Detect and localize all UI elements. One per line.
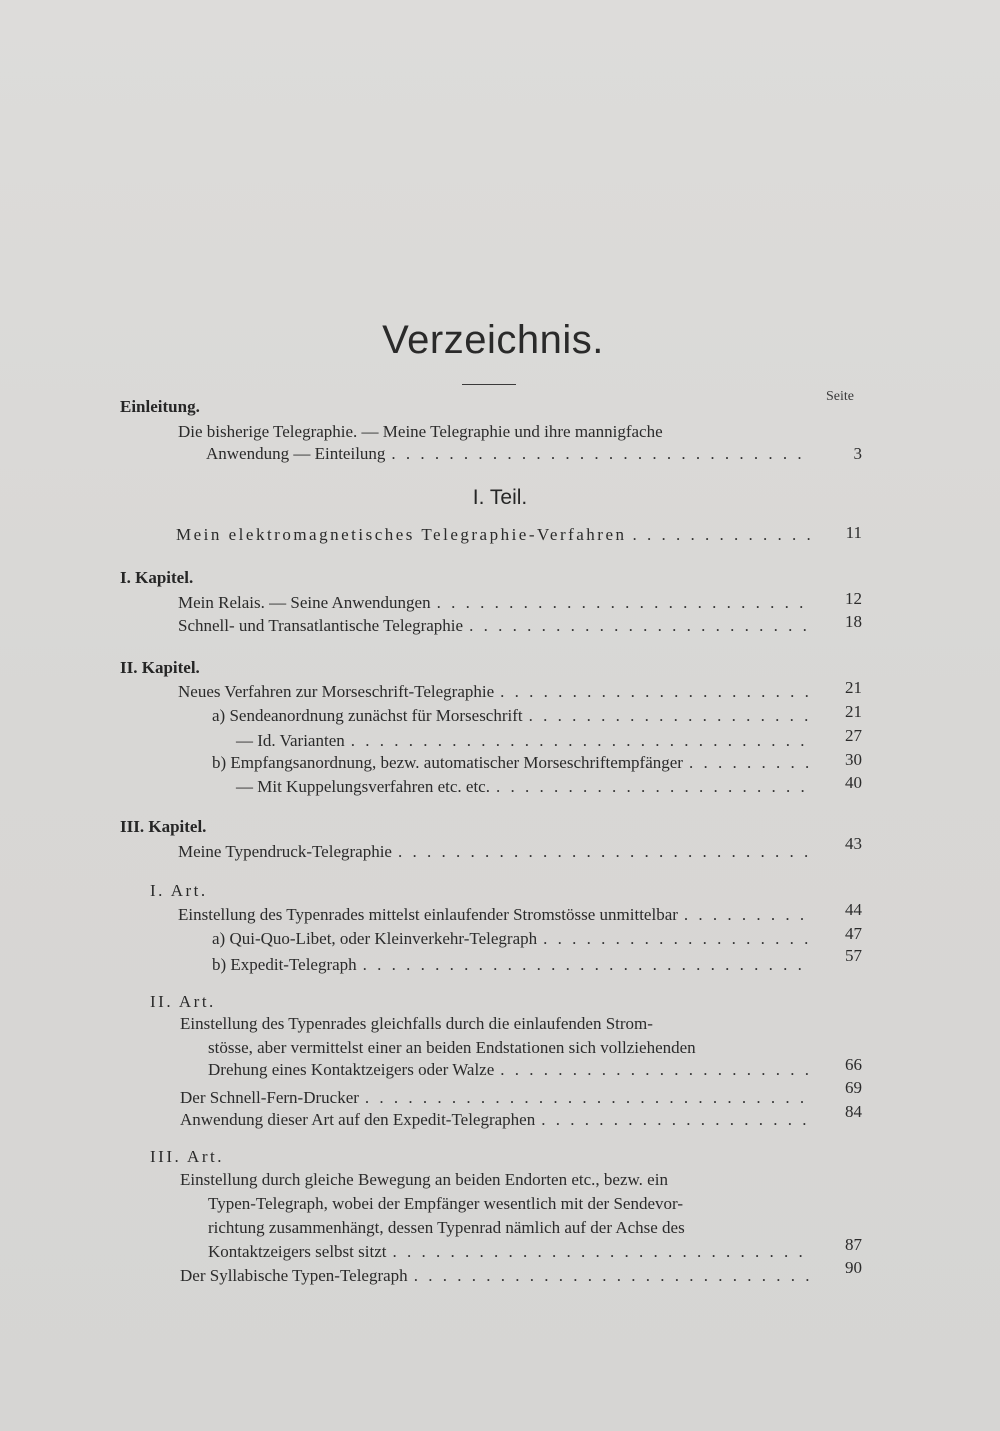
part-heading: I. Teil. [472, 486, 528, 509]
toc-entry [180, 1266, 810, 1286]
leader-dots [392, 1242, 810, 1262]
page-number: 47 [845, 924, 862, 943]
page-number: 66 [845, 1055, 862, 1074]
art-2-paragraph [180, 1012, 812, 1060]
art-2-heading: II. Art. [150, 992, 216, 1011]
page-number: 21 [845, 678, 862, 697]
toc-entry [178, 905, 810, 925]
kapitel-3-heading: III. Kapitel. [120, 817, 207, 836]
paragraph-line: stösse, aber vermittelst einer an beiden Endstationen sich vollziehenden [208, 1038, 696, 1057]
page-number: 43 [845, 834, 862, 853]
page-number: 11 [845, 523, 862, 542]
page-number: 12 [845, 589, 862, 608]
toc-entry [180, 1110, 810, 1130]
toc-entry-text: b) Empfangsanordnung, bezw. automatischer Morseschriftempfänger [212, 753, 683, 772]
toc-entry-text: b) Expedit-Telegraph [212, 955, 357, 974]
toc-entry [212, 706, 810, 726]
toc-entry [178, 616, 810, 636]
leader-dots [684, 905, 810, 925]
toc-entry [236, 731, 810, 751]
leader-dots [543, 929, 810, 949]
toc-entry-text: Der Syllabische Typen-Telegraph [180, 1266, 408, 1285]
toc-entry [178, 593, 810, 613]
leader-dots [500, 682, 810, 702]
toc-entry-text: — Mit Kuppelungsverfahren etc. etc. [236, 777, 490, 796]
toc-entry-text: Neues Verfahren zur Morseschrift-Telegraphie [178, 682, 495, 701]
toc-entry-text: Meine Typendruck-Telegraphie [178, 842, 392, 861]
leader-dots [398, 842, 810, 862]
page-number: 57 [845, 946, 862, 965]
toc-entry-text: a) Qui-Quo-Libet, oder Kleinverkehr-Telegraph [212, 929, 538, 948]
toc-entry [178, 682, 810, 702]
leader-dots [500, 1060, 810, 1080]
art-1-heading: I. Art. [150, 881, 208, 900]
leader-dots [469, 616, 810, 636]
leader-dots [351, 731, 810, 751]
toc-entry-text: Anwendung dieser Art auf den Expedit-Telegraphen [180, 1110, 536, 1129]
leader-dots [391, 444, 810, 464]
toc-entry-text: Mein Relais. — Seine Anwendungen [178, 593, 431, 612]
kapitel-2-heading: II. Kapitel. [120, 658, 200, 677]
title-rule [462, 384, 516, 385]
toc-entry [236, 777, 810, 797]
page-number: 90 [845, 1258, 862, 1277]
toc-entry-text: Einstellung des Typenrades mittelst einlaufender Stromstösse unmittelbar [178, 905, 678, 924]
page-title: Verzeichnis. [382, 318, 604, 362]
toc-entry [178, 842, 810, 862]
page-number: 69 [845, 1078, 862, 1097]
page-number: 21 [845, 702, 862, 721]
paragraph-line: Typen-Telegraph, wobei der Empfänger wesentlich mit der Sendevor- [208, 1194, 683, 1213]
toc-entry-text: Drehung eines Kontaktzeigers oder Walze [208, 1060, 495, 1079]
seite-column-label: Seite [826, 389, 854, 404]
art-3-heading: III. Art. [150, 1147, 224, 1166]
page-number: 27 [845, 726, 862, 745]
leader-dots [363, 955, 810, 975]
page-number: 84 [845, 1102, 862, 1121]
paragraph-line: Einstellung des Typenrades gleichfalls durch die einlaufenden Strom- [180, 1014, 653, 1033]
leader-dots [529, 706, 810, 726]
einleitung-line-2-text: Anwendung — Einteilung [206, 444, 386, 463]
toc-entry-text: — Id. Varianten [236, 731, 345, 750]
page-number: 30 [845, 750, 862, 769]
art-3-paragraph [180, 1168, 812, 1240]
page-number: 18 [845, 612, 862, 631]
leader-dots [414, 1266, 810, 1286]
toc-entry-text: Kontaktzeigers selbst sitzt [208, 1242, 387, 1261]
toc-entry [180, 1088, 810, 1108]
paragraph-line: richtung zusammenhängt, dessen Typenrad nämlich auf der Achse des [208, 1218, 685, 1237]
leader-dots [541, 1110, 810, 1130]
einleitung-line-1 [178, 420, 810, 444]
leader-dots [496, 777, 810, 797]
leader-dots [437, 593, 810, 613]
page-number: 40 [845, 773, 862, 792]
paragraph-line: Einstellung durch gleiche Bewegung an beiden Endorten etc., bezw. ein [180, 1170, 668, 1189]
toc-entry-text: Der Schnell-Fern-Drucker [180, 1088, 359, 1107]
toc-entry [212, 753, 818, 773]
page-number: 3 [853, 444, 862, 463]
einleitung-heading: Einleitung. [120, 397, 200, 416]
teil-entry-text: Mein elektromagnetisches Telegraphie-Verfahren [176, 525, 627, 544]
page-number: 44 [845, 900, 862, 919]
toc-entry [208, 1060, 810, 1080]
toc-entry [212, 929, 810, 949]
toc-entry [208, 1242, 810, 1262]
einleitung-entry [206, 444, 810, 464]
toc-entry-text: Schnell- und Transatlantische Telegraphie [178, 616, 464, 635]
leader-dots [365, 1088, 810, 1108]
toc-entry-text: a) Sendeanordnung zunächst für Morseschrift [212, 706, 523, 725]
einleitung-line-1-text: Die bisherige Telegraphie. — Meine Telegraphie und ihre mannigfache [178, 422, 663, 441]
toc-entry [212, 955, 810, 975]
leader-dots [633, 525, 810, 545]
leader-dots [689, 753, 818, 773]
teil-entry [176, 525, 810, 545]
kapitel-1-heading: I. Kapitel. [120, 568, 194, 587]
page-number: 87 [845, 1235, 862, 1254]
